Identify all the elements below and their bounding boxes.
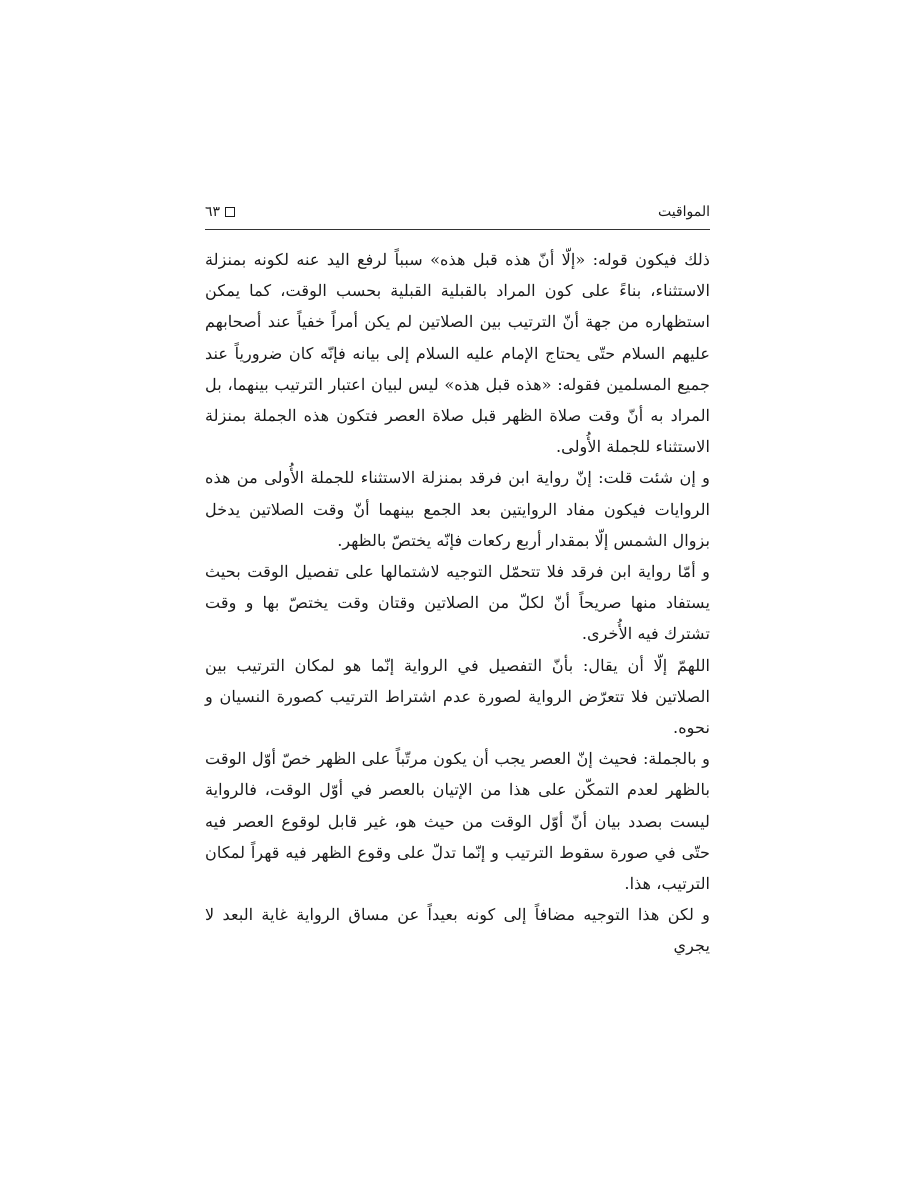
paragraph: و لكن هذا التوجيه مضافاً إلى كونه بعيداً عن مساق الرواية غاية البعد لا يجري — [205, 905, 710, 956]
page-number-block — [205, 202, 235, 222]
body-text — [205, 244, 710, 962]
paragraph: و أمّا رواية ابن فرقد فلا تتحمّل التوجيه لاشتمالها على تفصيل الوقت بحيث يستفاد منها صريحاً أنّ لكلّ من الصلاتين وقتان وقت يختصّ بها و وقت تشترك فيه الأُخرى. — [205, 562, 710, 644]
header-rule — [205, 229, 710, 230]
page-header — [205, 198, 710, 228]
paragraph: و بالجملة: فحيث إنّ العصر يجب أن يكون مرتّباً على الظهر خصّ أوّل الوقت بالظهر لعدم التمكّن على هذا من الإتيان بالعصر في أوّل الوقت، فالرواية ليست بصدد بيان أنّ أوّل الوقت من حيث هو، غير قابل لوقوع العصر فيه حتّى في صورة سقوط الترتيب و إنّما تدلّ على وقوع الظهر فيه قهراً لمكان الترتيب، هذا. — [205, 749, 710, 894]
paragraph: اللهمّ إلّا أن يقال: بأنّ التفصيل في الرواية إنّما هو لمكان الترتيب بين الصلاتين فلا تتعرّض الرواية لصورة عدم اشتراط الترتيب كصورة النسيان و نحوه. — [205, 655, 710, 738]
paragraph: و إن شئت قلت: إنّ رواية ابن فرقد بمنزلة الاستثناء للجملة الأُولى من هذه الروايات فيكون مفاد الروايتين بعد الجمع بينهما أنّ وقت الصلاتين يدخل بزوال الشمس إلّا بمقدار أربع ركعات فإنّه يختصّ بالظهر. — [205, 468, 710, 550]
paragraph: ذلك فيكون قوله: «إلّا أنّ هذه قبل هذه» سبباً لرفع اليد عنه لكونه بمنزلة الاستثناء، بناءً على كون المراد بالقبلية القبلية بحسب الوقت، كما يمكن استظهاره من جهة أنّ الترتيب بين الصلاتين لم يكن أمراً خفياً عند أصحابهم عليهم السلام حتّى يحتاج الإمام عليه السلام إلى بيانه فإنّه كان ضرورياً عند جميع المسلمين فقوله: «هذه قبل هذه» ليس لبيان اعتبار الترتيب بينهما، بل المراد به أنّ وقت صلاة الظهر قبل صلاة العصر فتكون هذه الجملة بمنزلة الاستثناء للجملة الأُولى. — [205, 250, 710, 457]
square-icon — [225, 207, 235, 217]
page-number: ٦٣ — [205, 204, 221, 220]
running-title: المواقيت — [657, 204, 710, 220]
